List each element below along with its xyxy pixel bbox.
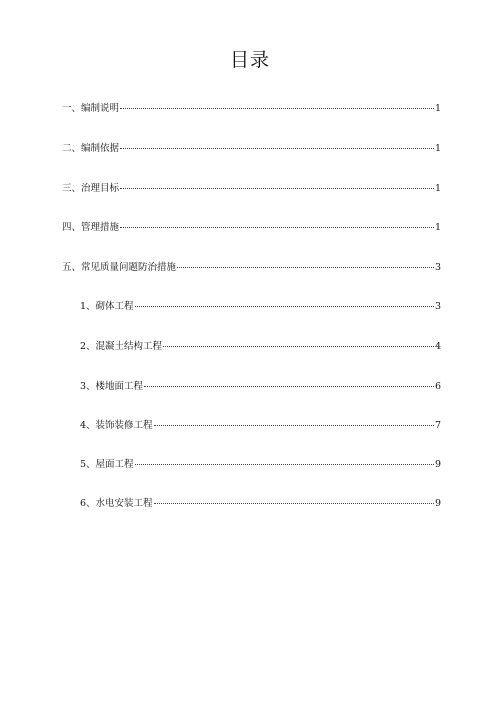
toc-entry-page-number: 3 bbox=[434, 301, 441, 312]
toc-entry-label: 4、装饰装修工程 bbox=[80, 420, 153, 431]
toc-entry[interactable] bbox=[62, 180, 441, 195]
toc-entry[interactable] bbox=[80, 338, 441, 353]
toc-entry-page-number: 9 bbox=[434, 498, 441, 509]
toc-entry-label: 1、砌体工程 bbox=[80, 301, 134, 312]
toc-entry[interactable] bbox=[80, 495, 441, 510]
toc-leader-dots bbox=[154, 415, 434, 426]
toc-entry-page-number: 1 bbox=[434, 222, 441, 233]
toc-entry-page-number: 3 bbox=[434, 262, 441, 273]
toc-entry[interactable] bbox=[62, 259, 441, 274]
toc-entry[interactable] bbox=[80, 378, 441, 393]
toc-leader-dots bbox=[135, 454, 434, 465]
toc-leader-dots bbox=[120, 138, 434, 149]
toc-entry-page-number: 1 bbox=[434, 143, 441, 154]
toc-entry[interactable] bbox=[62, 219, 441, 234]
toc-entry-label: 3、楼地面工程 bbox=[80, 381, 144, 392]
toc-leader-dots bbox=[120, 178, 434, 189]
toc-entry[interactable] bbox=[80, 417, 441, 432]
toc-leader-dots bbox=[120, 217, 434, 228]
toc-entry-label: 2、混凝土结构工程 bbox=[80, 341, 163, 352]
toc-entry-label: 5、屋面工程 bbox=[80, 459, 134, 470]
toc-entry-label: 四、管理措施 bbox=[62, 222, 120, 233]
toc-entry-label: 6、水电安装工程 bbox=[80, 498, 153, 509]
toc-leader-dots bbox=[135, 296, 434, 307]
toc-entry-page-number: 6 bbox=[434, 381, 441, 392]
toc-entry[interactable] bbox=[62, 100, 441, 115]
toc-entry[interactable] bbox=[80, 456, 441, 471]
toc-entry-page-number: 1 bbox=[434, 103, 441, 114]
toc-entry-page-number: 7 bbox=[434, 420, 441, 431]
toc-entry-label: 一、编制说明 bbox=[62, 103, 120, 114]
toc-entry-page-number: 1 bbox=[434, 183, 441, 194]
toc-entry[interactable] bbox=[80, 298, 441, 313]
toc-entry-label: 三、治理目标 bbox=[62, 183, 120, 194]
toc-entry[interactable] bbox=[62, 140, 441, 155]
toc-leader-dots bbox=[177, 257, 434, 268]
toc-leader-dots bbox=[120, 98, 434, 109]
toc-entry-label: 二、编制依据 bbox=[62, 143, 120, 154]
toc-entry-label: 五、常见质量问题防治措施 bbox=[62, 262, 177, 273]
toc-entry-page-number: 9 bbox=[434, 459, 441, 470]
toc-leader-dots bbox=[163, 336, 434, 347]
page-title: 目录 bbox=[229, 49, 270, 71]
toc-leader-dots bbox=[154, 493, 434, 504]
toc-leader-dots bbox=[144, 376, 434, 387]
toc-entry-page-number: 4 bbox=[434, 341, 441, 352]
